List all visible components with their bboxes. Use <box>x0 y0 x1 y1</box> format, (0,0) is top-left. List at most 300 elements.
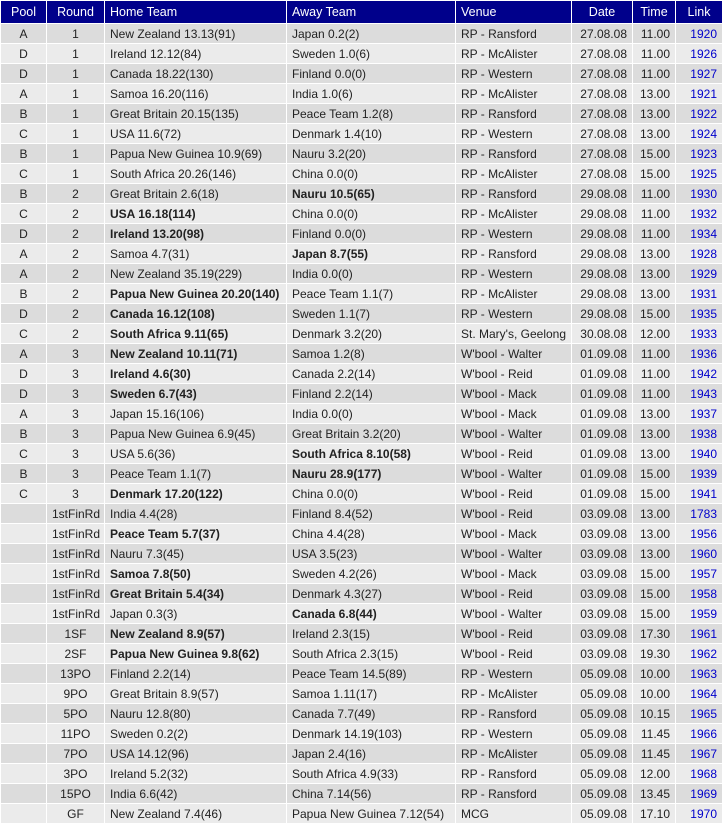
table-row <box>1 184 722 204</box>
link-cell <box>676 784 722 804</box>
date-cell: 29.08.08 <box>572 204 633 224</box>
table-row <box>1 564 722 584</box>
table-row <box>1 584 722 604</box>
date-cell: 03.09.08 <box>572 584 633 604</box>
match-link[interactable]: 1783 <box>690 506 717 521</box>
venue-cell: W'bool - Reid <box>456 444 572 464</box>
match-link[interactable]: 1933 <box>690 326 717 341</box>
home-team-cell: Samoa 7.8(50) <box>105 564 287 584</box>
venue-cell: W'bool - Mack <box>456 384 572 404</box>
round-cell: 3 <box>47 384 105 404</box>
time-cell: 11.00 <box>633 204 676 224</box>
home-team-cell: Japan 0.3(3) <box>105 604 287 624</box>
venue-cell: RP - Ransford <box>456 184 572 204</box>
venue-cell: W'bool - Walter <box>456 344 572 364</box>
time-cell: 15.00 <box>633 164 676 184</box>
table-row <box>1 244 722 264</box>
round-cell: 3 <box>47 484 105 504</box>
date-cell: 27.08.08 <box>572 144 633 164</box>
date-cell: 29.08.08 <box>572 244 633 264</box>
pool-cell: A <box>1 344 47 364</box>
match-link[interactable]: 1962 <box>690 646 717 661</box>
match-link[interactable]: 1958 <box>690 586 717 601</box>
table-row <box>1 324 722 344</box>
time-cell: 17.30 <box>633 624 676 644</box>
match-link[interactable]: 1970 <box>690 806 717 821</box>
pool-cell <box>1 804 47 824</box>
round-cell: 2 <box>47 184 105 204</box>
pool-cell: C <box>1 484 47 504</box>
round-cell: 1SF <box>47 624 105 644</box>
table-row <box>1 164 722 184</box>
venue-cell: W'bool - Walter <box>456 424 572 444</box>
pool-cell: A <box>1 24 47 44</box>
pool-cell <box>1 664 47 684</box>
venue-cell: RP - McAlister <box>456 204 572 224</box>
link-cell <box>676 724 722 744</box>
venue-cell: W'bool - Reid <box>456 624 572 644</box>
round-cell: 2 <box>47 204 105 224</box>
match-link[interactable]: 1939 <box>690 466 717 481</box>
match-link[interactable]: 1956 <box>690 526 717 541</box>
time-cell: 13.00 <box>633 444 676 464</box>
table-row <box>1 484 722 504</box>
match-link[interactable]: 1959 <box>690 606 717 621</box>
link-cell <box>676 304 722 324</box>
match-link[interactable]: 1926 <box>690 46 717 61</box>
link-cell <box>676 284 722 304</box>
home-team-cell: India 4.4(28) <box>105 504 287 524</box>
header-pool: Pool <box>1 1 47 24</box>
link-cell <box>676 604 722 624</box>
home-team-cell: New Zealand 8.9(57) <box>105 624 287 644</box>
table-row <box>1 64 722 84</box>
link-cell <box>676 644 722 664</box>
table-row <box>1 744 722 764</box>
link-cell <box>676 44 722 64</box>
venue-cell: W'bool - Mack <box>456 524 572 544</box>
time-cell: 13.00 <box>633 104 676 124</box>
away-team-cell: Nauru 10.5(65) <box>287 184 456 204</box>
round-cell: 1 <box>47 84 105 104</box>
link-cell <box>676 404 722 424</box>
date-cell: 05.09.08 <box>572 724 633 744</box>
venue-cell: W'bool - Walter <box>456 604 572 624</box>
home-team-cell: Great Britain 5.4(34) <box>105 584 287 604</box>
match-link[interactable]: 1920 <box>690 26 717 41</box>
round-cell: 7PO <box>47 744 105 764</box>
round-cell: 2 <box>47 324 105 344</box>
venue-cell: W'bool - Reid <box>456 484 572 504</box>
match-link[interactable]: 1937 <box>690 406 717 421</box>
home-team-cell: USA 16.18(114) <box>105 204 287 224</box>
match-link[interactable]: 1931 <box>690 286 717 301</box>
date-cell: 03.09.08 <box>572 524 633 544</box>
round-cell: 1stFinRd <box>47 504 105 524</box>
date-cell: 27.08.08 <box>572 84 633 104</box>
date-cell: 29.08.08 <box>572 304 633 324</box>
match-link[interactable]: 1963 <box>690 666 717 681</box>
home-team-cell: USA 5.6(36) <box>105 444 287 464</box>
link-cell <box>676 244 722 264</box>
link-cell <box>676 684 722 704</box>
match-link[interactable]: 1961 <box>690 626 717 641</box>
venue-cell: RP - Western <box>456 724 572 744</box>
link-cell <box>676 364 722 384</box>
match-link[interactable]: 1925 <box>690 166 717 181</box>
match-link[interactable]: 1967 <box>690 746 717 761</box>
round-cell: 1 <box>47 164 105 184</box>
time-cell: 11.00 <box>633 24 676 44</box>
date-cell: 01.09.08 <box>572 344 633 364</box>
table-row <box>1 204 722 224</box>
header-time: Time <box>633 1 676 24</box>
date-cell: 01.09.08 <box>572 464 633 484</box>
time-cell: 15.00 <box>633 484 676 504</box>
round-cell: 1 <box>47 24 105 44</box>
match-link[interactable]: 1927 <box>690 66 717 81</box>
header-date: Date <box>572 1 633 24</box>
match-link[interactable]: 1942 <box>690 366 717 381</box>
date-cell: 03.09.08 <box>572 624 633 644</box>
link-cell <box>676 524 722 544</box>
match-link[interactable]: 1957 <box>690 566 717 581</box>
home-team-cell: New Zealand 7.4(46) <box>105 804 287 824</box>
pool-cell <box>1 784 47 804</box>
pool-cell: B <box>1 104 47 124</box>
table-row <box>1 684 722 704</box>
table-row <box>1 384 722 404</box>
table-row <box>1 604 722 624</box>
home-team-cell: South Africa 20.26(146) <box>105 164 287 184</box>
home-team-cell: USA 11.6(72) <box>105 124 287 144</box>
date-cell: 27.08.08 <box>572 24 633 44</box>
pool-cell: B <box>1 424 47 444</box>
time-cell: 11.00 <box>633 44 676 64</box>
pool-cell <box>1 744 47 764</box>
pool-cell <box>1 504 47 524</box>
match-link[interactable]: 1936 <box>690 346 717 361</box>
venue-cell: W'bool - Reid <box>456 504 572 524</box>
away-team-cell: Denmark 4.3(27) <box>287 584 456 604</box>
match-link[interactable]: 1968 <box>690 766 717 781</box>
pool-cell: D <box>1 64 47 84</box>
date-cell: 05.09.08 <box>572 704 633 724</box>
home-team-cell: Great Britain 20.15(135) <box>105 104 287 124</box>
match-link[interactable]: 1932 <box>690 206 717 221</box>
venue-cell: W'bool - Mack <box>456 564 572 584</box>
pool-cell: B <box>1 464 47 484</box>
link-cell <box>676 144 722 164</box>
match-link[interactable]: 1964 <box>690 686 717 701</box>
match-link[interactable]: 1969 <box>690 786 717 801</box>
table-row <box>1 24 722 44</box>
away-team-cell: Canada 2.2(14) <box>287 364 456 384</box>
time-cell: 12.00 <box>633 324 676 344</box>
round-cell: 3 <box>47 424 105 444</box>
away-team-cell: Sweden 1.1(7) <box>287 304 456 324</box>
away-team-cell: Sweden 1.0(6) <box>287 44 456 64</box>
match-link[interactable]: 1966 <box>690 726 717 741</box>
round-cell: 2 <box>47 244 105 264</box>
time-cell: 12.00 <box>633 764 676 784</box>
venue-cell: RP - McAlister <box>456 744 572 764</box>
round-cell: 15PO <box>47 784 105 804</box>
away-team-cell: Japan 0.2(2) <box>287 24 456 44</box>
home-team-cell: Great Britain 8.9(57) <box>105 684 287 704</box>
home-team-cell: Great Britain 2.6(18) <box>105 184 287 204</box>
home-team-cell: Nauru 12.8(80) <box>105 704 287 724</box>
date-cell: 05.09.08 <box>572 764 633 784</box>
round-cell: 1stFinRd <box>47 524 105 544</box>
round-cell: 2 <box>47 304 105 324</box>
away-team-cell: USA 3.5(23) <box>287 544 456 564</box>
pool-cell: B <box>1 284 47 304</box>
venue-cell: W'bool - Mack <box>456 404 572 424</box>
venue-cell: W'bool - Walter <box>456 544 572 564</box>
venue-cell: St. Mary's, Geelong <box>456 324 572 344</box>
home-team-cell: Papua New Guinea 20.20(140) <box>105 284 287 304</box>
away-team-cell: Canada 6.8(44) <box>287 604 456 624</box>
date-cell: 03.09.08 <box>572 544 633 564</box>
venue-cell: MCG <box>456 804 572 824</box>
venue-cell: RP - McAlister <box>456 44 572 64</box>
home-team-cell: Finland 2.2(14) <box>105 664 287 684</box>
pool-cell <box>1 624 47 644</box>
away-team-cell: Peace Team 1.2(8) <box>287 104 456 124</box>
table-row <box>1 724 722 744</box>
round-cell: 5PO <box>47 704 105 724</box>
date-cell: 01.09.08 <box>572 484 633 504</box>
away-team-cell: Papua New Guinea 7.12(54) <box>287 804 456 824</box>
away-team-cell: Ireland 2.3(15) <box>287 624 456 644</box>
venue-cell: RP - McAlister <box>456 284 572 304</box>
time-cell: 13.00 <box>633 244 676 264</box>
table-row <box>1 764 722 784</box>
link-cell <box>676 164 722 184</box>
date-cell: 27.08.08 <box>572 64 633 84</box>
time-cell: 15.00 <box>633 464 676 484</box>
date-cell: 27.08.08 <box>572 44 633 64</box>
match-link[interactable]: 1965 <box>690 706 717 721</box>
pool-cell <box>1 764 47 784</box>
round-cell: 11PO <box>47 724 105 744</box>
table-row <box>1 464 722 484</box>
pool-cell <box>1 704 47 724</box>
pool-cell: C <box>1 204 47 224</box>
table-row <box>1 224 722 244</box>
away-team-cell: Denmark 3.2(20) <box>287 324 456 344</box>
date-cell: 30.08.08 <box>572 324 633 344</box>
header-row <box>1 1 722 24</box>
time-cell: 10.15 <box>633 704 676 724</box>
venue-cell: RP - Ransford <box>456 704 572 724</box>
round-cell: 3 <box>47 364 105 384</box>
away-team-cell: Samoa 1.11(17) <box>287 684 456 704</box>
date-cell: 27.08.08 <box>572 124 633 144</box>
date-cell: 01.09.08 <box>572 424 633 444</box>
pool-cell <box>1 684 47 704</box>
venue-cell: RP - Ransford <box>456 764 572 784</box>
venue-cell: W'bool - Walter <box>456 464 572 484</box>
home-team-cell: Nauru 7.3(45) <box>105 544 287 564</box>
date-cell: 29.08.08 <box>572 264 633 284</box>
home-team-cell: South Africa 9.11(65) <box>105 324 287 344</box>
date-cell: 05.09.08 <box>572 744 633 764</box>
match-link[interactable]: 1923 <box>690 146 717 161</box>
match-link[interactable]: 1938 <box>690 426 717 441</box>
pool-cell: B <box>1 144 47 164</box>
date-cell: 05.09.08 <box>572 684 633 704</box>
pool-cell <box>1 564 47 584</box>
pool-cell <box>1 544 47 564</box>
date-cell: 05.09.08 <box>572 664 633 684</box>
pool-cell: A <box>1 264 47 284</box>
away-team-cell: China 0.0(0) <box>287 484 456 504</box>
date-cell: 05.09.08 <box>572 784 633 804</box>
away-team-cell: China 0.0(0) <box>287 204 456 224</box>
round-cell: 3 <box>47 344 105 364</box>
away-team-cell: South Africa 8.10(58) <box>287 444 456 464</box>
link-cell <box>676 64 722 84</box>
home-team-cell: Canada 18.22(130) <box>105 64 287 84</box>
table-row <box>1 364 722 384</box>
round-cell: 9PO <box>47 684 105 704</box>
match-link[interactable]: 1929 <box>690 266 717 281</box>
match-link[interactable]: 1934 <box>690 226 717 241</box>
match-link[interactable]: 1943 <box>690 386 717 401</box>
header-away-team: Away Team <box>287 1 456 24</box>
time-cell: 13.45 <box>633 784 676 804</box>
match-link[interactable]: 1940 <box>690 446 717 461</box>
time-cell: 11.45 <box>633 724 676 744</box>
venue-cell: W'bool - Reid <box>456 584 572 604</box>
home-team-cell: Ireland 5.2(32) <box>105 764 287 784</box>
home-team-cell: India 6.6(42) <box>105 784 287 804</box>
table-row <box>1 84 722 104</box>
link-cell <box>676 664 722 684</box>
pool-cell <box>1 584 47 604</box>
venue-cell: W'bool - Reid <box>456 644 572 664</box>
match-link[interactable]: 1960 <box>690 546 717 561</box>
round-cell: GF <box>47 804 105 824</box>
home-team-cell: Ireland 12.12(84) <box>105 44 287 64</box>
date-cell: 29.08.08 <box>572 184 633 204</box>
time-cell: 11.00 <box>633 364 676 384</box>
venue-cell: RP - McAlister <box>456 164 572 184</box>
link-cell <box>676 804 722 824</box>
match-link[interactable]: 1928 <box>690 246 717 261</box>
table-header <box>1 1 722 24</box>
home-team-cell: New Zealand 13.13(91) <box>105 24 287 44</box>
round-cell: 2 <box>47 284 105 304</box>
date-cell: 01.09.08 <box>572 364 633 384</box>
round-cell: 1stFinRd <box>47 584 105 604</box>
date-cell: 03.09.08 <box>572 504 633 524</box>
venue-cell: RP - Western <box>456 264 572 284</box>
time-cell: 15.00 <box>633 584 676 604</box>
pool-cell: D <box>1 364 47 384</box>
pool-cell: C <box>1 164 47 184</box>
link-cell <box>676 224 722 244</box>
match-link[interactable]: 1930 <box>690 186 717 201</box>
round-cell: 1 <box>47 124 105 144</box>
date-cell: 27.08.08 <box>572 104 633 124</box>
away-team-cell: South Africa 4.9(33) <box>287 764 456 784</box>
table-row <box>1 44 722 64</box>
venue-cell: RP - McAlister <box>456 684 572 704</box>
table-row <box>1 524 722 544</box>
table-row <box>1 664 722 684</box>
date-cell: 29.08.08 <box>572 284 633 304</box>
round-cell: 1stFinRd <box>47 604 105 624</box>
round-cell: 1 <box>47 44 105 64</box>
match-link[interactable]: 1935 <box>690 306 717 321</box>
time-cell: 15.00 <box>633 144 676 164</box>
round-cell: 3 <box>47 464 105 484</box>
table-row <box>1 344 722 364</box>
time-cell: 11.00 <box>633 224 676 244</box>
time-cell: 13.00 <box>633 524 676 544</box>
link-cell <box>676 204 722 224</box>
pool-cell <box>1 604 47 624</box>
home-team-cell: Papua New Guinea 10.9(69) <box>105 144 287 164</box>
round-cell: 3 <box>47 404 105 424</box>
time-cell: 13.00 <box>633 124 676 144</box>
away-team-cell: India 0.0(0) <box>287 404 456 424</box>
time-cell: 13.00 <box>633 264 676 284</box>
round-cell: 1stFinRd <box>47 544 105 564</box>
time-cell: 15.00 <box>633 304 676 324</box>
link-cell <box>676 84 722 104</box>
away-team-cell: Finland 0.0(0) <box>287 64 456 84</box>
table-row <box>1 504 722 524</box>
match-link[interactable]: 1921 <box>690 86 717 101</box>
table-row <box>1 424 722 444</box>
match-link[interactable]: 1941 <box>690 486 717 501</box>
match-link[interactable]: 1922 <box>690 106 717 121</box>
round-cell: 2 <box>47 224 105 244</box>
match-link[interactable]: 1924 <box>690 126 717 141</box>
time-cell: 10.00 <box>633 684 676 704</box>
round-cell: 1stFinRd <box>47 564 105 584</box>
time-cell: 13.00 <box>633 404 676 424</box>
away-team-cell: China 0.0(0) <box>287 164 456 184</box>
table-row <box>1 124 722 144</box>
home-team-cell: Canada 16.12(108) <box>105 304 287 324</box>
venue-cell: RP - Ransford <box>456 24 572 44</box>
table-row <box>1 444 722 464</box>
date-cell: 01.09.08 <box>572 404 633 424</box>
round-cell: 1 <box>47 64 105 84</box>
link-cell <box>676 444 722 464</box>
round-cell: 3PO <box>47 764 105 784</box>
away-team-cell: China 7.14(56) <box>287 784 456 804</box>
away-team-cell: Sweden 4.2(26) <box>287 564 456 584</box>
link-cell <box>676 124 722 144</box>
table-row <box>1 404 722 424</box>
round-cell: 2 <box>47 264 105 284</box>
home-team-cell: Papua New Guinea 9.8(62) <box>105 644 287 664</box>
venue-cell: RP - Ransford <box>456 784 572 804</box>
home-team-cell: Papua New Guinea 6.9(45) <box>105 424 287 444</box>
pool-cell: A <box>1 244 47 264</box>
link-cell <box>676 704 722 724</box>
date-cell: 03.09.08 <box>572 644 633 664</box>
away-team-cell: Great Britain 3.2(20) <box>287 424 456 444</box>
time-cell: 13.00 <box>633 84 676 104</box>
venue-cell: RP - Western <box>456 664 572 684</box>
